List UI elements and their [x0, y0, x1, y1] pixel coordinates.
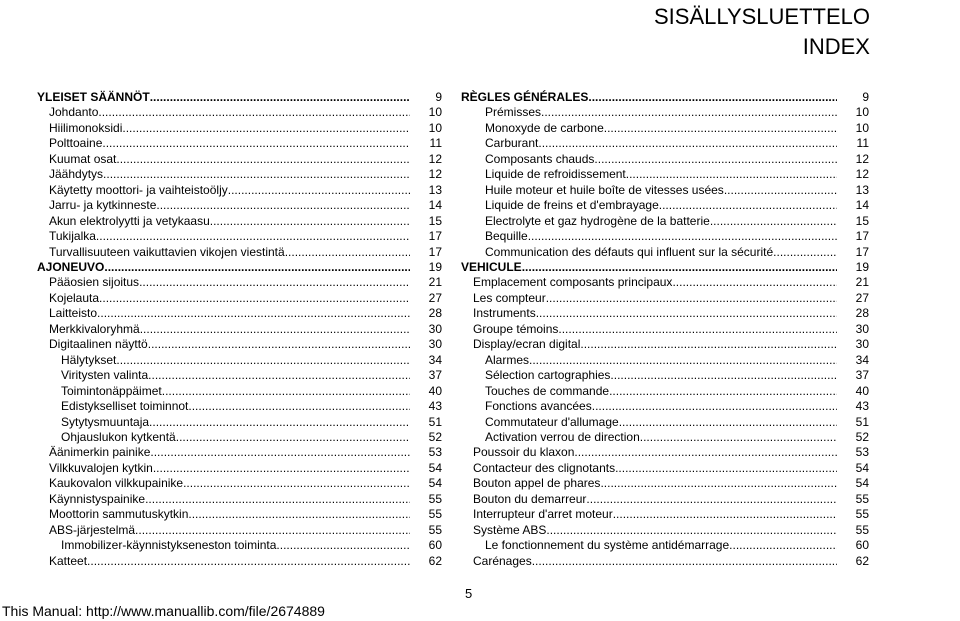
toc-entry-label: Prémisses: [485, 105, 542, 120]
dot-leader: [150, 90, 410, 105]
toc-entry-page: 54: [428, 460, 442, 475]
toc-entry-page: 51: [855, 414, 869, 429]
toc-entry-page: 9: [435, 90, 442, 104]
toc-entry-label: Commutateur d'allumage: [485, 414, 619, 429]
toc-entry-page: 30: [428, 337, 442, 352]
title-finnish: SISÄLLYSLUETTELO: [653, 4, 870, 29]
toc-entry-label: Sytytysmuuntaja: [61, 414, 150, 429]
toc-entry-page: 10: [428, 120, 442, 135]
toc-entry-page: 34: [855, 352, 869, 367]
page-number: 5: [465, 586, 473, 601]
toc-entry[interactable]: [461, 90, 869, 105]
toc-entry-page: 37: [428, 368, 442, 383]
toc-entry-label: Tukijalka: [49, 229, 96, 244]
toc-entry-label: Polttoaine: [49, 136, 103, 151]
toc-entry[interactable]: [461, 523, 869, 538]
dot-leader: [103, 167, 410, 182]
toc-entry[interactable]: [37, 136, 442, 151]
toc-entry[interactable]: [37, 368, 442, 383]
source-footer[interactable]: This Manual: http://www.manuallib.com/file/2674889: [2, 603, 325, 619]
toc-entry[interactable]: [461, 260, 869, 275]
dot-leader: [588, 90, 837, 105]
dot-leader: [536, 306, 837, 321]
dot-leader: [153, 461, 410, 476]
toc-entry-page: 30: [855, 337, 869, 352]
toc-entry-label: Fonctions avancées: [485, 399, 592, 414]
toc-entry-page: 12: [428, 167, 442, 182]
dot-leader: [546, 523, 837, 538]
toc-entry[interactable]: [461, 229, 869, 244]
toc-entry-page: 21: [855, 275, 869, 290]
toc-entry-label: Johdanto: [49, 105, 99, 120]
toc-entry-page: 14: [428, 198, 442, 213]
toc-entry-page: 55: [428, 491, 442, 506]
toc-entry[interactable]: [37, 291, 442, 306]
dot-leader: [176, 430, 410, 445]
toc-entry[interactable]: [461, 492, 869, 507]
toc-entry[interactable]: [37, 507, 442, 522]
toc-entry-page: 34: [428, 352, 442, 367]
toc-entry[interactable]: [461, 368, 869, 383]
toc-entry-page: 28: [855, 306, 869, 321]
toc-entry-page: 40: [855, 383, 869, 398]
toc-entry-page: 12: [855, 151, 869, 166]
dot-leader: [528, 229, 837, 244]
toc-entry-page: 27: [855, 290, 869, 305]
toc-entry-label: Laitteisto: [49, 306, 98, 321]
toc-entry[interactable]: [461, 445, 869, 460]
toc-entry-page: 27: [428, 290, 442, 305]
toc-entry-label: AJONEUVO: [37, 259, 105, 274]
toc-entry-label: Jäähdytys: [49, 167, 104, 182]
toc-entry[interactable]: [461, 291, 869, 306]
toc-entry[interactable]: [461, 353, 869, 368]
toc-entry[interactable]: [37, 245, 442, 260]
toc-entry-page: 43: [428, 399, 442, 414]
dot-leader: [538, 136, 837, 151]
toc-entry[interactable]: [37, 430, 442, 445]
toc-entry[interactable]: [37, 167, 442, 182]
toc-entry-page: 54: [855, 476, 869, 491]
toc-entry-label: Display/ecran digital: [473, 337, 581, 352]
toc-entry[interactable]: [461, 384, 869, 399]
toc-entry[interactable]: [461, 538, 869, 553]
dot-leader: [148, 368, 410, 383]
toc-entry[interactable]: [37, 337, 442, 352]
dot-leader: [116, 152, 410, 167]
toc-entry-label: Vilkkuvalojen kytkin: [49, 460, 153, 475]
toc-entry-page: 13: [855, 182, 869, 197]
dot-leader: [541, 105, 837, 120]
toc-entry-label: Moottorin sammutuskytkin: [49, 507, 189, 522]
toc-entry-page: 55: [855, 491, 869, 506]
toc-entry-label: Communication des défauts qui influent sur la sécurité: [485, 244, 774, 259]
dot-leader: [96, 229, 410, 244]
toc-entry-label: Ohjauslukon kytkentä: [61, 429, 176, 444]
toc-finnish: [37, 90, 442, 569]
toc-entry-page: 52: [855, 429, 869, 444]
toc-entry-page: 30: [855, 321, 869, 336]
toc-entry-label: ABS-järjestelmä: [49, 522, 136, 537]
dot-leader: [148, 337, 410, 352]
toc-entry-label: Alarmes: [485, 352, 530, 367]
toc-entry[interactable]: [461, 337, 869, 352]
toc-entry[interactable]: [37, 476, 442, 491]
toc-entry-label: Äänimerkin painike: [49, 445, 151, 460]
toc-entry-label: YLEISET SÄÄNNÖT: [37, 90, 150, 104]
toc-entry-page: 55: [855, 522, 869, 537]
toc-entry-page: 10: [855, 120, 869, 135]
toc-entry-page: 21: [428, 275, 442, 290]
toc-entry-page: 43: [855, 399, 869, 414]
toc-entry-label: Jarru- ja kytkinneste: [49, 198, 157, 213]
toc-entry-page: 40: [428, 383, 442, 398]
toc-entry-page: 51: [428, 414, 442, 429]
toc-entry[interactable]: [461, 136, 869, 151]
toc-entry-label: Composants chauds: [485, 151, 595, 166]
toc-entry-label: Huile moteur et huile boîte de vitesses usées: [485, 182, 724, 197]
dot-leader: [580, 337, 837, 352]
toc-entry[interactable]: [37, 461, 442, 476]
toc-entry-page: 17: [855, 244, 869, 259]
toc-entry[interactable]: [37, 322, 442, 337]
toc-entry-label: Instruments: [473, 306, 536, 321]
toc-entry-label: Bequille: [485, 229, 528, 244]
toc-entry-page: 60: [855, 538, 869, 553]
toc-entry[interactable]: [461, 121, 869, 136]
toc-entry[interactable]: [37, 415, 442, 430]
toc-entry-page: 19: [428, 259, 442, 274]
toc-entry-page: 10: [855, 105, 869, 120]
dot-leader: [140, 322, 410, 337]
toc-entry-label: Turvallisuuteen vaikuttavien vikojen viestintä: [49, 244, 285, 259]
title-french: INDEX: [802, 34, 870, 59]
toc-entry[interactable]: [37, 353, 442, 368]
toc-entry-label: Liquide de refroidissement: [485, 167, 626, 182]
dot-leader: [604, 121, 837, 136]
toc-entry-page: 28: [428, 306, 442, 321]
toc-entry[interactable]: [461, 214, 869, 229]
toc-entry[interactable]: [37, 198, 442, 213]
dot-leader: [558, 322, 837, 337]
toc-entry[interactable]: [37, 492, 442, 507]
toc-entry-label: Groupe témoins: [473, 321, 559, 336]
dot-leader: [672, 275, 837, 290]
toc-entry[interactable]: [461, 461, 869, 476]
dot-leader: [729, 538, 837, 553]
dot-leader: [150, 445, 410, 460]
toc-entry-page: 12: [428, 151, 442, 166]
toc-entry-page: 53: [855, 445, 869, 460]
dot-leader: [592, 399, 837, 414]
toc-entry-label: Electrolyte et gaz hydrogène de la batterie: [485, 213, 710, 228]
toc-entry-label: Emplacement composants principaux: [473, 275, 673, 290]
toc-entry-label: Carburant: [485, 136, 539, 151]
toc-entry[interactable]: [461, 152, 869, 167]
toc-entry-label: Contacteur des clignotants: [473, 460, 616, 475]
dot-leader: [594, 152, 837, 167]
toc-entry-label: Hiilimonoksidi: [49, 120, 123, 135]
toc-entry[interactable]: [461, 105, 869, 120]
toc-entry[interactable]: [37, 183, 442, 198]
toc-entry-page: 12: [855, 167, 869, 182]
dot-leader: [619, 415, 837, 430]
dot-leader: [609, 384, 837, 399]
toc-entry-page: 17: [855, 229, 869, 244]
toc-entry[interactable]: [37, 523, 442, 538]
toc-entry-page: 55: [855, 507, 869, 522]
toc-entry[interactable]: [461, 399, 869, 414]
dot-leader: [99, 291, 410, 306]
toc-entry-label: Pääosien sijoitus: [49, 275, 140, 290]
toc-entry-page: 11: [856, 136, 869, 151]
dot-leader: [613, 507, 837, 522]
dot-leader: [529, 353, 837, 368]
dot-leader: [615, 461, 837, 476]
toc-entry-page: 54: [855, 460, 869, 475]
toc-entry-page: 17: [428, 229, 442, 244]
toc-entry-page: 53: [428, 445, 442, 460]
toc-entry[interactable]: [461, 306, 869, 321]
toc-entry-label: Monoxyde de carbone: [485, 120, 604, 135]
dot-leader: [97, 306, 410, 321]
dot-leader: [276, 538, 410, 553]
toc-entry-page: 15: [855, 213, 869, 228]
toc-entry-page: 10: [428, 105, 442, 120]
toc-entry-page: 11: [429, 136, 442, 151]
toc-entry-page: 30: [428, 321, 442, 336]
toc-entry[interactable]: [37, 214, 442, 229]
toc-entry-label: Activation verrou de direction: [485, 429, 640, 444]
toc-entry[interactable]: [37, 260, 442, 275]
toc-entry[interactable]: [37, 90, 442, 105]
toc-entry-label: Système ABS: [473, 522, 547, 537]
toc-entry-page: 52: [428, 429, 442, 444]
toc-entry-label: VEHICULE: [461, 259, 522, 274]
dot-leader: [116, 353, 410, 368]
dot-leader: [724, 183, 837, 198]
toc-entry-label: Poussoir du klaxon: [473, 445, 575, 460]
toc-entry[interactable]: [461, 245, 869, 260]
toc-entry[interactable]: [461, 322, 869, 337]
dot-leader: [145, 492, 410, 507]
toc-entry[interactable]: [37, 121, 442, 136]
toc-entry-label: Käynnistyspainike: [49, 491, 146, 506]
toc-entry[interactable]: [37, 538, 442, 553]
toc-entry-page: 19: [855, 259, 869, 274]
toc-entry-page: 55: [428, 522, 442, 537]
toc-entry[interactable]: [461, 507, 869, 522]
page-header: [654, 2, 870, 62]
dot-leader: [574, 445, 837, 460]
dot-leader: [626, 167, 837, 182]
toc-entry[interactable]: [461, 415, 869, 430]
toc-entry[interactable]: [37, 229, 442, 244]
dot-leader: [98, 105, 410, 120]
dot-leader: [149, 415, 410, 430]
dot-leader: [710, 214, 837, 229]
toc-entry[interactable]: [37, 152, 442, 167]
toc-entry-page: 62: [855, 553, 869, 568]
toc-entry-label: Viritysten valinta: [61, 368, 149, 383]
toc-entry-label: Bouton appel de phares: [473, 476, 601, 491]
toc-entry-label: RÈGLES GÉNÉRALES: [461, 90, 589, 104]
dot-leader: [610, 368, 837, 383]
toc-entry-page: 9: [862, 90, 869, 104]
toc-entry[interactable]: [461, 430, 869, 445]
dot-leader: [546, 291, 837, 306]
toc-entry-page: 14: [855, 198, 869, 213]
toc-entry[interactable]: [37, 306, 442, 321]
dot-leader: [188, 399, 410, 414]
dot-leader: [285, 245, 410, 260]
dot-leader: [640, 430, 837, 445]
toc-entry-label: Les compteur: [473, 290, 546, 305]
toc-entry-label: Sélection cartographies: [485, 368, 611, 383]
toc-entry-page: 62: [428, 553, 442, 568]
dot-leader: [135, 523, 410, 538]
toc-entry-page: 37: [855, 368, 869, 383]
dot-leader: [102, 136, 410, 151]
toc-entry-label: Kaukovalon vilkkupainike: [49, 476, 184, 491]
toc-entry-page: 55: [428, 507, 442, 522]
toc-entry[interactable]: [461, 476, 869, 491]
toc-entry-page: 17: [428, 244, 442, 259]
toc-entry-label: Immobilizer-käynnistykseneston toiminta: [61, 538, 277, 553]
toc-entry-label: Kojelauta: [49, 290, 100, 305]
toc-french: [461, 90, 869, 569]
toc-entry-label: Touches de commande: [485, 383, 610, 398]
toc-entry[interactable]: [37, 399, 442, 414]
dot-leader: [104, 260, 410, 275]
toc-entry-label: Toimintonäppäimet: [61, 383, 162, 398]
dot-leader: [210, 214, 410, 229]
dot-leader: [522, 260, 837, 275]
toc-entry-label: Akun elektrolyytti ja vetykaasu: [49, 213, 210, 228]
toc-entry[interactable]: [37, 275, 442, 290]
dot-leader: [188, 507, 410, 522]
toc-entry-label: Katteet: [49, 553, 88, 568]
dot-leader: [228, 183, 410, 198]
dot-leader: [139, 275, 410, 290]
toc-entry[interactable]: [461, 183, 869, 198]
toc-entry-label: Carénages: [473, 553, 532, 568]
toc-entry[interactable]: [461, 554, 869, 569]
toc-entry-label: Interrupteur d'arret moteur: [473, 507, 613, 522]
dot-leader: [162, 384, 410, 399]
dot-leader: [532, 554, 837, 569]
dot-leader: [156, 198, 410, 213]
toc-entry[interactable]: [37, 554, 442, 569]
toc-entry-page: 60: [428, 538, 442, 553]
dot-leader: [122, 121, 410, 136]
dot-leader: [659, 198, 837, 213]
toc-entry-label: Digitaalinen näyttö: [49, 337, 148, 352]
toc-entry-label: Merkkivaloryhmä: [49, 321, 140, 336]
toc-entry-label: Kuumat osat: [49, 151, 117, 166]
dot-leader: [773, 245, 837, 260]
toc-entry-label: Le fonctionnement du système antidémarrage: [485, 538, 730, 553]
toc-entry-label: Käytetty moottori- ja vaihteistoöljy: [49, 182, 228, 197]
toc-entry[interactable]: [37, 445, 442, 460]
toc-entry[interactable]: [461, 198, 869, 213]
toc-entry-page: 13: [428, 182, 442, 197]
toc-entry-label: Liquide de freins et d'embrayage: [485, 198, 659, 213]
toc-entry[interactable]: [461, 167, 869, 182]
dot-leader: [183, 476, 410, 491]
dot-leader: [586, 492, 837, 507]
toc-entry-page: 15: [428, 213, 442, 228]
toc-entry[interactable]: [37, 105, 442, 120]
dot-leader: [87, 554, 410, 569]
toc-entry[interactable]: [461, 275, 869, 290]
dot-leader: [600, 476, 837, 491]
toc-entry[interactable]: [37, 384, 442, 399]
toc-entry-label: Hälytykset: [61, 352, 117, 367]
toc-entry-label: Bouton du demarreur: [473, 491, 587, 506]
toc-entry-label: Edistykselliset toiminnot: [61, 399, 189, 414]
toc-entry-page: 54: [428, 476, 442, 491]
